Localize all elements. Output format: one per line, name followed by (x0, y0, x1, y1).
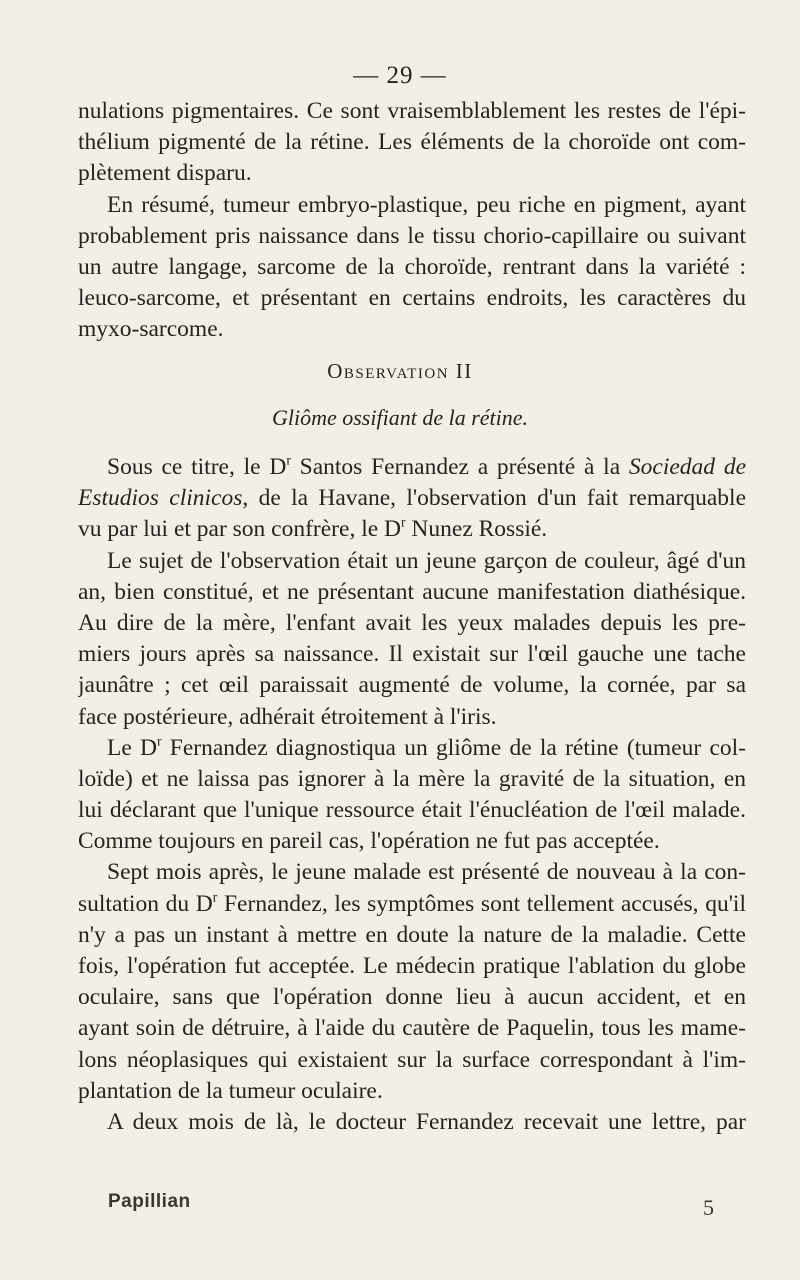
text-line (78, 514, 746, 545)
text-line: an, bien constitué, et ne présentant aucune manifestation diathésique. (78, 578, 746, 605)
text-line (78, 889, 746, 920)
section-heading: Observation II (327, 359, 473, 383)
superscript: r (286, 452, 291, 468)
text-line: miers jours après sa naissance. Il existait sur l'œil gauche une tache (78, 641, 746, 668)
inline-text: Sous ce titre, le D (107, 454, 287, 480)
text-block-top (78, 96, 746, 346)
text-line: n'y a pas un instant à mettre en doute la nature de la maladie. Cette (78, 921, 746, 948)
italic-title: Sociedad de (628, 454, 746, 480)
text-line: loïde) et ne laissa pas ignorer à la mère la gravité de la situation, en (78, 765, 746, 792)
signature-mark: Papillian (108, 1191, 191, 1212)
text-line: oculaire, sans que l'opération donne lieu à aucun accident, et en (78, 984, 746, 1011)
paragraph-4 (78, 546, 746, 733)
text-line: lons néoplasiques qui existaient sur la surface correspondant à l'im- (78, 1046, 746, 1073)
text-line: Le sujet de l'observation était un jeune garçon de couleur, âgé d'un (107, 547, 746, 574)
paragraph-3 (78, 452, 746, 546)
text-line: Au dire de la mère, l'enfant avait les yeux malades depuis les pre- (78, 609, 746, 636)
signature-number: 5 (703, 1195, 714, 1220)
inline-text: Fernandez, les symptômes sont tellement accusés, qu'il (217, 890, 746, 917)
text-line: En résumé, tumeur embryo-plastique, peu riche en pigment, ayant (107, 191, 746, 218)
paragraph-1 (78, 96, 746, 190)
paragraph-5 (78, 733, 746, 858)
page-number: — 29 — (353, 62, 447, 89)
inline-text: vu par lui et par son confrère, le D (78, 516, 401, 543)
text-line: probablement pris naissance dans le tissu chorio-capillaire ou suivant (78, 222, 746, 249)
superscript: r (401, 514, 406, 530)
text-line: jaunâtre ; cet œil paraissait augmenté de volume, la cornée, par sa (78, 672, 746, 699)
text-line: ayant soin de détruire, à l'aide du cautère de Paquelin, tous les mame- (78, 1015, 746, 1042)
superscript: r (212, 889, 218, 905)
text-line: Comme toujours en pareil cas, l'opération ne fut pas acceptée. (78, 828, 660, 855)
section-subheading: Gliôme ossifiant de la rétine. (271, 405, 529, 430)
text-line: nulations pigmentaires. Ce sont vraisemblablement les restes de l'épi- (78, 98, 746, 124)
inline-text: Nunez Rossié. (405, 516, 548, 543)
text-line: A deux mois de là, le docteur Fernandez recevait une lettre, par (107, 1109, 746, 1135)
text-line: lui déclarant que l'unique ressource était l'énucléation de l'œil malade. (78, 797, 746, 824)
text-line: myxo-sarcome. (78, 316, 224, 343)
text-line: un autre langage, sarcome de la choroïde, rentrant dans la variété : (78, 253, 746, 280)
paragraph-6 (78, 857, 746, 1107)
inline-text: , de la Havane, l'observation d'un fait remarquable (242, 485, 746, 512)
text-line: thélium pigmenté de la rétine. Les éléments de la choroïde ont com- (78, 129, 746, 156)
inline-text: Fernandez diagnostiqua un gliôme de la rétine (tumeur col- (161, 734, 746, 761)
inline-text: Santos Fernandez a présenté à la (290, 454, 629, 480)
text-line: plantation de la tumeur oculaire. (78, 1077, 383, 1104)
text-line: face postérieure, adhérait étroitement à l'iris. (78, 703, 497, 730)
text-line (78, 733, 746, 764)
text-line (78, 452, 746, 483)
text-line: leuco-sarcome, et présentant en certains endroits, les caractères du (78, 285, 746, 312)
italic-title: Estudios clinicos (78, 485, 243, 512)
superscript: r (157, 733, 162, 749)
text-line: fois, l'opération fut acceptée. Le médecin pratique l'ablation du globe (78, 953, 746, 980)
text-line (78, 483, 746, 514)
paragraph-2 (78, 190, 746, 346)
text-line: Sept mois après, le jeune malade est présenté de nouveau à la con- (107, 859, 746, 886)
paragraph-7 (78, 1107, 746, 1138)
text-line: plètement disparu. (78, 160, 252, 187)
text-block-main (78, 452, 746, 1138)
inline-text: Le D (107, 734, 157, 761)
inline-text: sultation du D (78, 890, 213, 917)
